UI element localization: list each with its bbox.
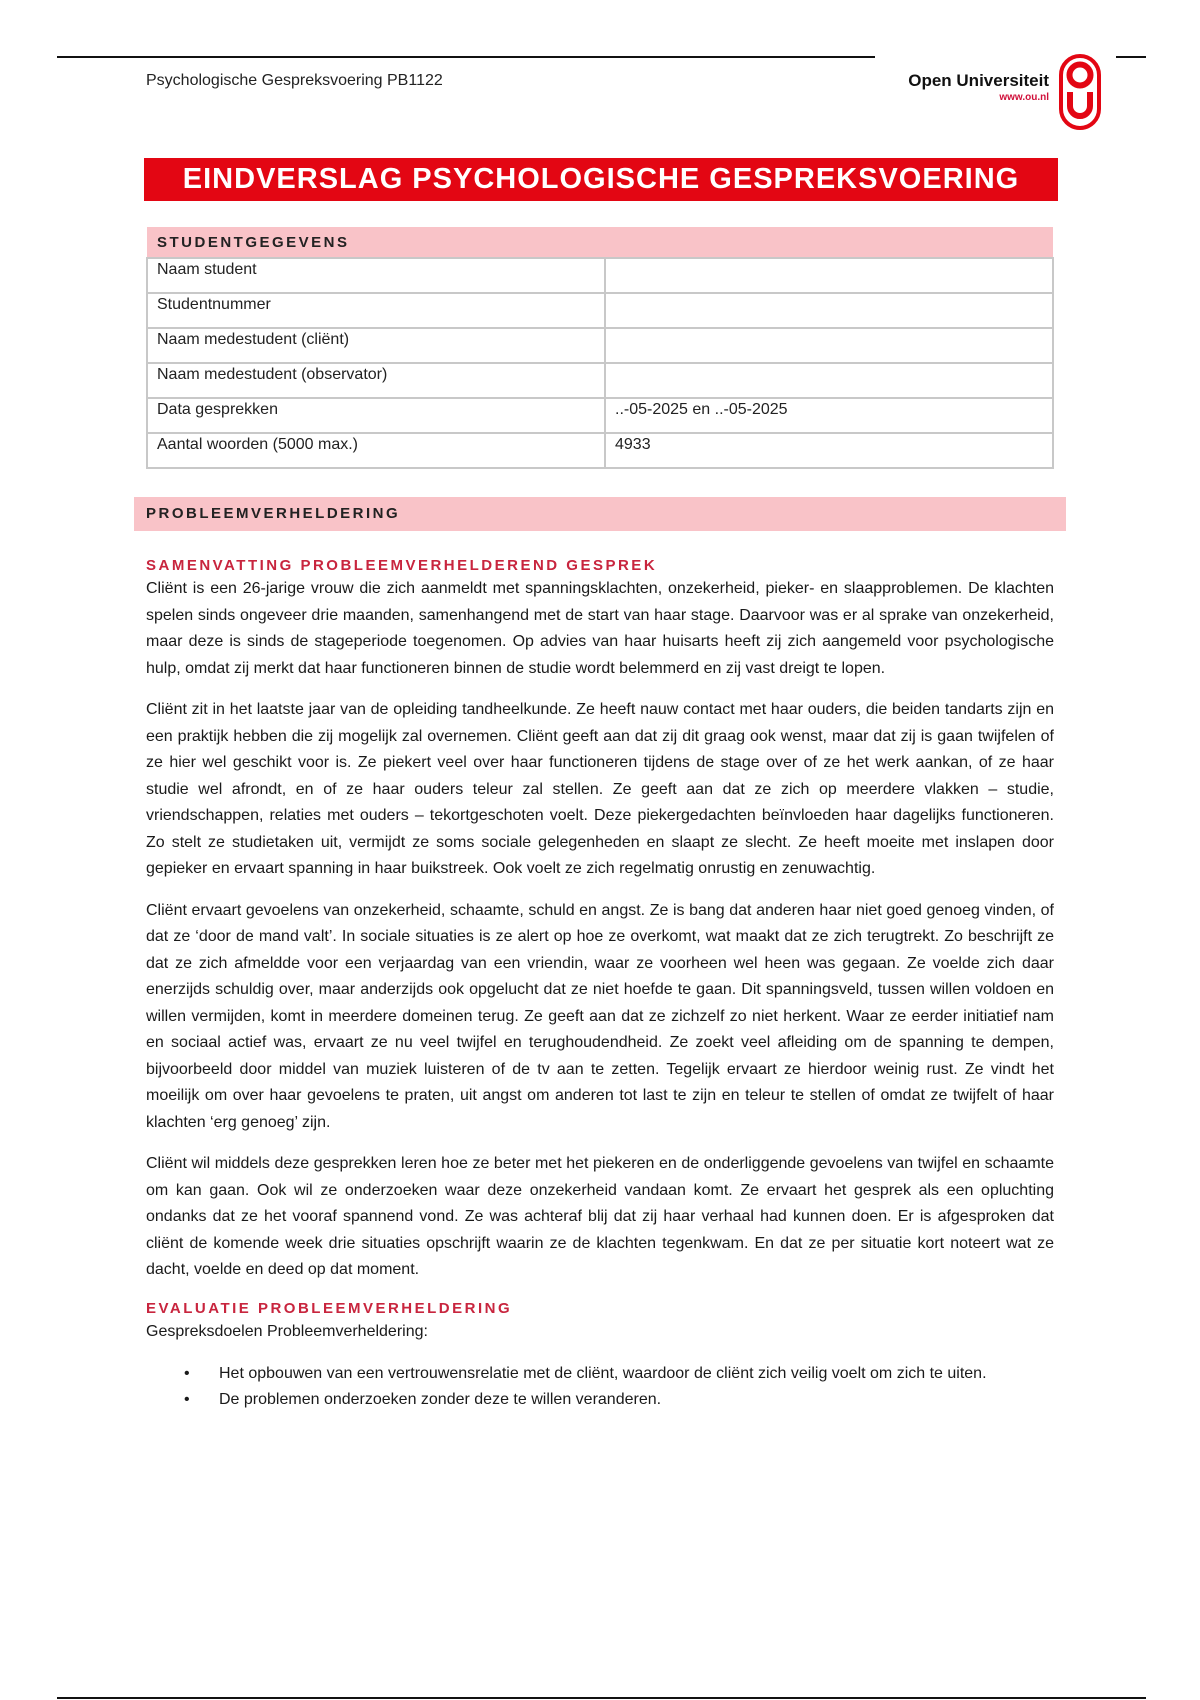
table-row [147,398,1053,433]
evaluation-heading: EVALUATIE PROBLEEMVERHELDERING [146,1299,513,1317]
section-heading-probleemverheldering: PROBLEEMVERHELDERING [134,497,1066,531]
footer-rule [57,1697,1146,1699]
student-table-header: STUDENTGEGEVENS [147,227,1053,258]
summary-paragraph: Cliënt wil middels deze gesprekken leren hoe ze beter met het piekeren en de onderliggende gevoelens van twijfel en schaamte om kan gaan. Ook wil ze onderzoeken waar deze onzekerheid vandaan komt. Ze ervaart het gesprek als een opluchting ondanks dat ze het vooraf spannend vond. Ze was achteraf blij dat zij haar verhaal had kunnen doen. Er is afgesproken dat cliënt de komende week drie situaties opschrijft waarin ze de klachten tegenkwam. En dat ze per situatie kort noteert wat ze dacht, voelde en deed op dat moment. [146,1155,1054,1278]
table-row [147,293,1053,328]
table-row [147,363,1053,398]
row-value [605,258,1053,293]
row-value [605,328,1053,363]
row-value [605,293,1053,328]
table-row [147,433,1053,468]
goal-text: De problemen onderzoeken zonder deze te willen veranderen. [219,1391,662,1408]
student-data-table [146,227,1054,469]
goal-list [146,1361,1054,1414]
ou-logo-icon [1059,54,1101,130]
row-label: Studentnummer [147,293,605,328]
row-label: Naam medestudent (observator) [147,363,605,398]
table-row [147,328,1053,363]
row-value: ..-05-2025 en ..-05-2025 [605,398,1053,433]
section-content [146,556,1054,1414]
evaluation-intro: Gespreksdoelen Probleemverheldering: [146,1322,428,1340]
header-rule-left [57,56,875,58]
summary-paragraph: Cliënt ervaart gevoelens van onzekerheid, schaamte, schuld en angst. Ze is bang dat anderen haar niet goed genoeg vinden, of dat ze ‘door de mand valt’. In sociale situaties is ze alert op hoe ze overkomt, wat maakt dat ze zich terugtrekt. Zo beschrijft ze dat ze zich afmeldde voor een verjaardag van een vriendin, waar ze voorheen wel heen was gegaan. Ze voelde zich daar enerzijds schuldig over, maar anderzijds ook opgelucht dat ze niet hoefde te gaan. Dit spanningsveld, tussen willen voldoen en willen vermijden, komt in meerdere domeinen terug. Ze geeft aan dat ze zichzelf zo niet herkent. Waar ze eerder initiatief nam en sociaal actief was, ervaart ze nu veel twijfel en terughoudendheid. Ze zoekt veel afleiding om de spanning te dempen, bijvoorbeeld door middel van muziek luisteren of de tv aan te zetten. Tegelijk ervaart ze hierdoor weinig rust. Ze vindt het moeilijk om over haar gevoelens te praten, uit angst om anderen tot last te zijn en teleur te stellen of omdat ze twijfelt of haar klachten ‘erg genoeg’ zijn. [146,901,1054,1131]
course-header: Psychologische Gespreksvoering PB1122 [146,72,443,89]
row-value [605,363,1053,398]
list-item [146,1387,1054,1414]
ou-logo [882,54,1102,134]
summary-paragraph: Cliënt is een 26-jarige vrouw die zich aanmeldt met spanningsklachten, onzekerheid, pieker- en slaapproblemen. De klachten spelen sinds ongeveer drie maanden, samenhangend met de start van haar stage. Daarvoor was er al sprake van onzekerheid, maar deze is sinds de stageperiode toegenomen. Op advies van haar huisarts heeft zij zich aangemeld voor psychologische hulp, omdat zij merkt dat haar functioneren binnen de studie wordt belemmerd en zij vast dreigt te lopen. [146,580,1054,677]
list-item [146,1361,1054,1388]
bullet-icon: • [184,1391,190,1408]
summary-paragraph: Cliënt zit in het laatste jaar van de opleiding tandheelkunde. Ze heeft nauw contact met haar ouders, die beiden tandarts zijn en een praktijk hebben die zij mogelijk zal overnemen. Cliënt geeft aan dat zij dit graag ook wenst, maar dat zij is gaan twijfelen of ze hier wel geschikt voor is. Ze piekert veel over haar functioneren tijdens de stage over of ze het werk aankan, of ze haar studie wel afrondt, en of ze haar ouders teleur zal stellen. Ze geeft aan dat ze zich op meerdere vlakken – studie, vriendschappen, relaties met ouders – tekortgeschoten voelt. Deze piekergedachten beïnvloeden haar dagelijks functioneren. Zo stelt ze studietaken uit, vermijdt ze soms sociale gelegenheden en slaapt ze slecht. Ze heeft moeite met inslapen door gepieker en ervaart spanning in haar buikstreek. Ook voelt ze zich regelmatig onrustig en zenuwachtig. [146,701,1054,877]
table-row [147,258,1053,293]
logo-url: www.ou.nl [999,92,1049,103]
row-label: Data gesprekken [147,398,605,433]
goal-text: Het opbouwen van een vertrouwensrelatie met de cliënt, waardoor de cliënt zich veilig voelt om zich te uiten. [219,1364,987,1382]
bullet-icon: • [184,1364,190,1382]
row-label: Naam medestudent (cliënt) [147,328,605,363]
row-value: 4933 [605,433,1053,468]
row-label: Aantal woorden (5000 max.) [147,433,605,468]
row-label: Naam student [147,258,605,293]
logo-name: Open Universiteit [908,71,1049,90]
document-title: EINDVERSLAG PSYCHOLOGISCHE GESPREKSVOERING [144,158,1058,201]
summary-heading: SAMENVATTING PROBLEEMVERHELDEREND GESPREK [146,557,658,574]
header-rule-right [1116,56,1146,58]
